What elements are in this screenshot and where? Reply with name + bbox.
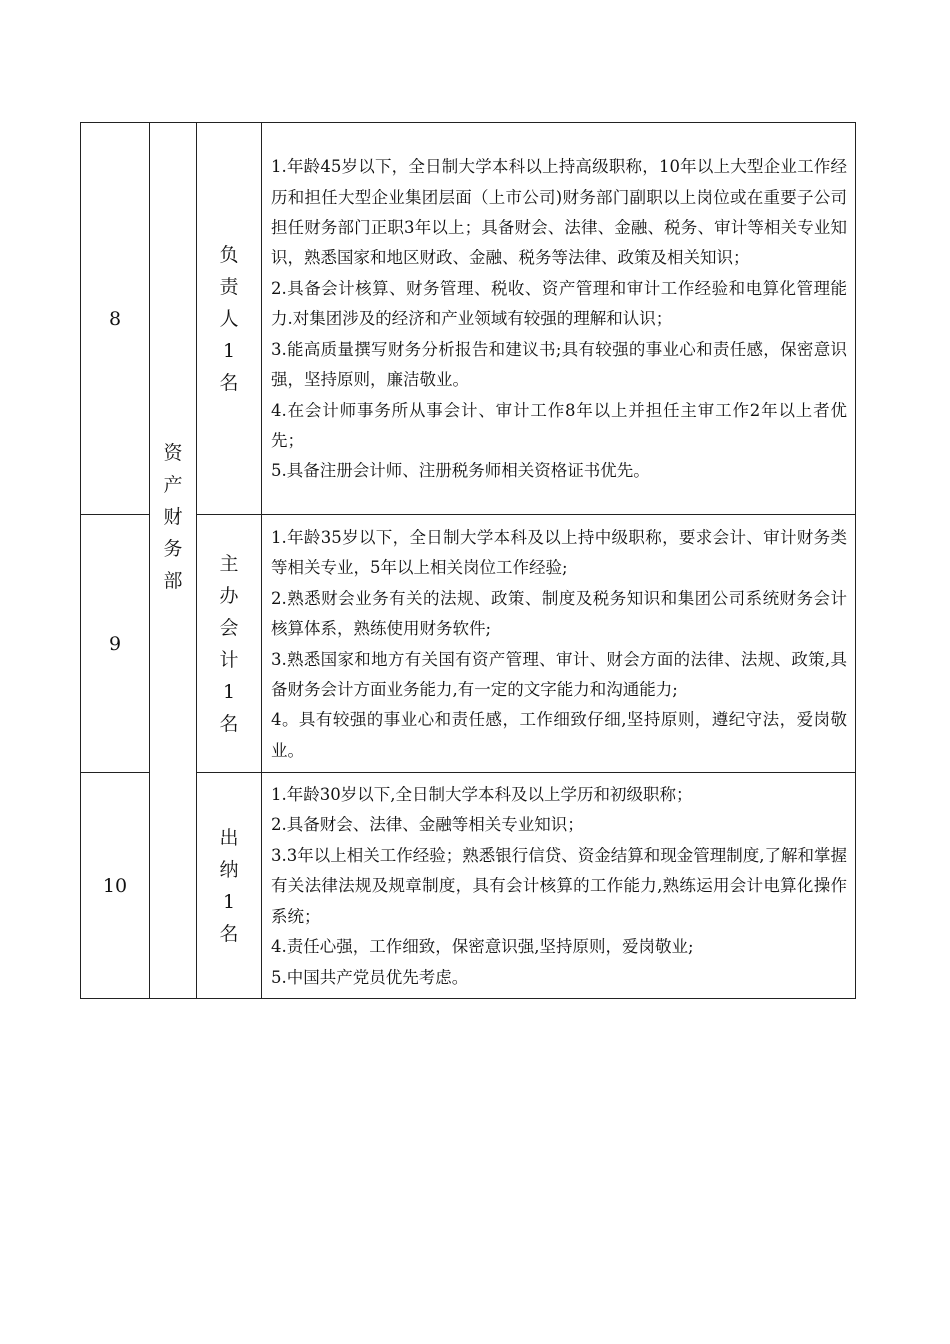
requirement-item: 3.能高质量撰写财务分析报告和建议书;具有较强的事业心和责任感，保密意识强，坚持原则，廉洁敬业。 [271,339,847,390]
department-name: 资产财务部 [163,441,183,592]
position-cell [197,123,262,515]
department-cell [150,123,197,999]
requirement-item: 1.年龄35岁以下，全日制大学本科及以上持中级职称，要求会计、审计财务类等相关专业，5年以上相关岗位工作经验; [271,527,847,578]
table-row [81,773,856,999]
recruitment-table-sheet [80,122,856,999]
requirements-cell [262,515,856,773]
requirement-item: 2.具备会计核算、财务管理、税收、资产管理和审计工作经验和电算化管理能力.对集团涉及的经济和产业领域有较强的理解和认识； [271,278,847,329]
table-row [81,515,856,773]
position-name: 主办会计1名 [219,552,239,735]
requirements-cell [262,773,856,999]
recruitment-table [80,122,856,999]
requirement-item: 2.具备财会、法律、金融等相关专业知识； [271,815,584,835]
position-cell [197,773,262,999]
requirement-item: 5.中国共产党员优先考虑。 [271,967,469,987]
table-row [81,123,856,515]
row-number: 9 [81,515,150,773]
requirements-cell [262,123,856,515]
requirement-item: 1.年龄45岁以下，全日制大学本科以上持高级职称，10年以上大型企业工作经历和担任大型企业集团层面（上市公司)财务部门副职以上岗位或在重要子公司担任财务部门正职3年以上；具备财会、法律、金融、税务、审计等相关专业知识，熟悉国家和地区财政、金融、税务等法律、政策及相关知识； [271,157,847,268]
requirement-item: 3.熟悉国家和地方有关国有资产管理、审计、财会方面的法律、法规、政策,具备财务会计方面业务能力,有一定的文字能力和沟通能力; [271,649,847,699]
position-name: 出纳1名 [219,826,239,945]
row-number: 8 [81,123,150,515]
requirement-item: 2.熟悉财会业务有关的法规、政策、制度及税务知识和集团公司系统财务会计核算体系，熟练使用财务软件; [271,588,847,639]
position-cell [197,515,262,773]
requirement-item: 1.年龄30岁以下,全日制大学本科及以上学历和初级职称； [271,785,693,805]
requirement-item: 4.在会计师事务所从事会计、审计工作8年以上并担任主审工作2年以上者优先； [271,400,847,450]
requirement-item: 4.责任心强，工作细致，保密意识强,坚持原则，爱岗敬业; [271,937,694,957]
requirement-item: 4。具有较强的事业心和责任感，工作细致仔细,坚持原则，遵纪守法，爱岗敬业。 [271,710,847,760]
requirement-item: 5.具备注册会计师、注册税务师相关资格证书优先。 [271,461,650,481]
row-number: 10 [81,773,150,999]
requirement-item: 3.3年以上相关工作经验；熟悉银行信贷、资金结算和现金管理制度,了解和掌握有关法律法规及规章制度，具有会计核算的工作能力,熟练运用会计电算化操作系统； [271,845,847,926]
position-name: 负责人1名 [219,243,239,394]
